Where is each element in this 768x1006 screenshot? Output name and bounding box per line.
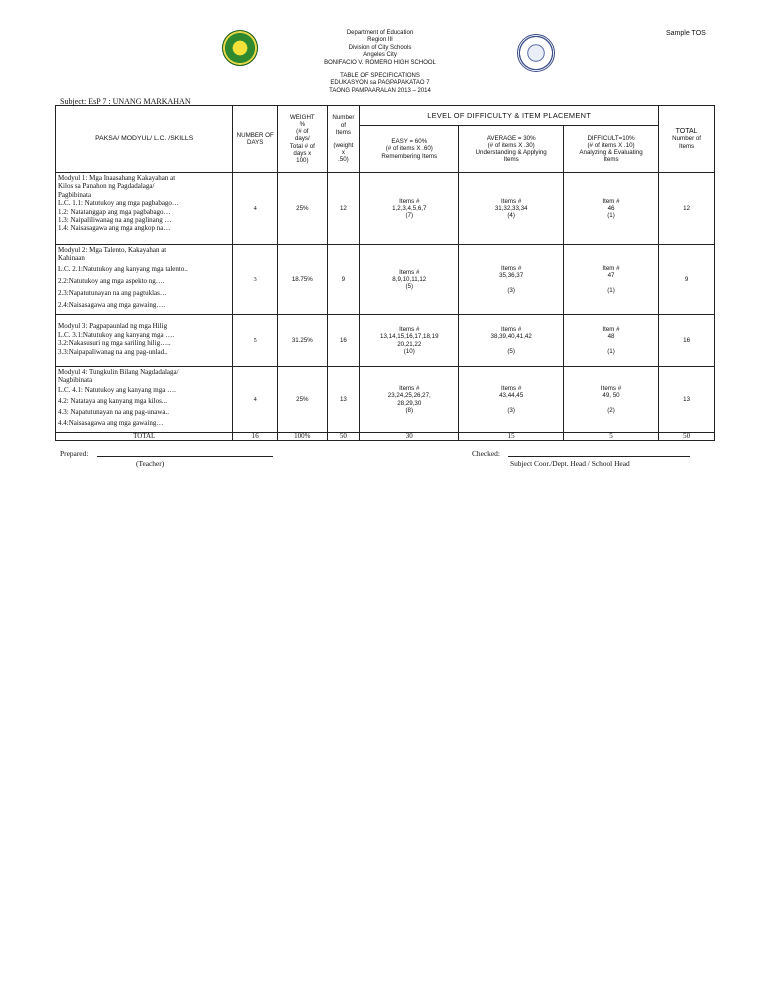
skills-cell	[56, 367, 233, 433]
header-weight-line: %	[299, 120, 306, 128]
weight-cell: 25%	[278, 367, 328, 433]
header-difficult-line: Items	[603, 156, 619, 164]
totals-weight: 100%	[278, 433, 328, 441]
difficult-line: Items #	[600, 385, 622, 393]
skill-line: 2.4:Naisasagawa ang mga gawaing….	[58, 300, 166, 309]
header-total-line: Number of	[672, 135, 702, 143]
average-line	[460, 400, 561, 407]
average-line: (3)	[507, 406, 515, 414]
header-weight-line: days/	[294, 135, 310, 143]
items-cell: 9	[327, 245, 359, 315]
skill-line: L.C. 3.1:Natutukoy ang kanyang mga ….	[58, 331, 175, 339]
skill-line: 3.3:Naipapaliwanag na ang pag-unlad..	[58, 347, 168, 356]
header-weight-line: Total # of	[289, 142, 315, 150]
header-line: Division of City Schools	[348, 44, 412, 51]
title-line: TAONG PAMPAARALAN 2013 – 2014	[329, 87, 431, 94]
average-line: Items #	[501, 197, 522, 205]
skill-line: Modyul 2: Mga Talento, Kakayahan at	[58, 246, 167, 254]
skill-line: Kahinaan	[58, 254, 85, 263]
header-weight-line: 100)	[296, 157, 309, 164]
easy-cell	[360, 367, 459, 433]
easy-cell	[360, 245, 459, 315]
subject-line: Subject: EsP 7 : UNANG MARKAHAN	[60, 97, 191, 106]
totals-easy: 30	[360, 433, 459, 441]
title-line: EDUKASYON sa PAGPAPAKATAO 7	[330, 80, 430, 87]
header-difficult-line: (# of items X .10)	[587, 141, 635, 149]
average-line: 35,36,37	[499, 272, 524, 280]
average-line: (5)	[507, 347, 515, 355]
header-easy-line: EASY = 60%	[391, 138, 428, 146]
difficult-line	[565, 341, 657, 348]
items-cell: 16	[327, 315, 359, 367]
average-line: Items #	[501, 385, 522, 393]
skill-line: 4.3: Napatutunayan na ang pag-unawa..	[58, 407, 169, 416]
skill-line: Modyul 3: Pagpapaunlad ng mga Hilig	[58, 322, 168, 330]
difficult-cell	[563, 245, 658, 315]
total-cell: 16	[659, 315, 715, 367]
difficult-line: Item #	[602, 197, 620, 205]
difficult-line: (2)	[607, 406, 615, 414]
header-items-line: Number	[332, 114, 355, 122]
table-row	[56, 245, 715, 315]
average-line: 43,44,45	[499, 392, 524, 400]
skills-cell	[56, 315, 233, 367]
checked-signature-line	[508, 456, 690, 457]
easy-line: (8)	[405, 406, 414, 414]
header-average-line: AVERAGE = 30%	[486, 134, 536, 142]
sample-label: Sample TOS	[666, 30, 706, 37]
header-items-line: x	[341, 149, 345, 157]
header-average-line: (# of items X .30)	[487, 141, 535, 149]
checked-label: Checked:	[472, 449, 500, 458]
average-line: (4)	[507, 212, 515, 220]
header-weight-line: WEIGHT	[289, 113, 315, 121]
skill-line: L.C. 2.1:Natutukoy ang kanyang mga talento..	[58, 264, 188, 273]
total-cell: 9	[659, 245, 715, 315]
header-easy-line: Remembering Items	[381, 152, 438, 160]
header-days: NUMBER OF DAYS	[233, 106, 278, 173]
easy-cell	[360, 173, 459, 245]
average-line: 31,32,33,34	[494, 204, 528, 212]
items-cell: 13	[327, 367, 359, 433]
skill-line: 4.4:Naisasagawa ang mga gawaing…	[58, 418, 164, 427]
header-difficult	[563, 126, 658, 173]
header-difficult-line: DIFFICULT=10%	[587, 134, 635, 142]
totals-days: 16	[233, 433, 278, 441]
skill-line: 3.2:Nakasusuri ng mga sariling hilig…..	[58, 339, 171, 348]
easy-line: (7)	[405, 212, 414, 220]
items-cell: 12	[327, 173, 359, 245]
skill-line: L.C. 1.1: Natutukoy ang mga pagbabago…	[58, 199, 179, 208]
difficult-line: 46	[607, 204, 615, 212]
header-items-line: of	[340, 121, 346, 129]
prepared-role: (Teacher)	[136, 459, 165, 468]
easy-line: Items #	[399, 385, 420, 393]
checked-role: Subject Coor./Dept. Head / School Head	[510, 459, 630, 468]
difficult-line: 47	[607, 272, 615, 280]
header-items-line: Items	[335, 128, 351, 136]
difficult-line: Item #	[602, 265, 620, 273]
header-line: Region III	[367, 37, 393, 44]
days-cell: 3	[233, 245, 278, 315]
average-line	[460, 341, 561, 348]
tos-table	[55, 105, 715, 441]
header-total-line: TOTAL	[675, 128, 698, 136]
easy-cell	[360, 315, 459, 367]
table-row	[56, 173, 715, 245]
days-cell: 4	[233, 367, 278, 433]
skill-line: 2.2:Natutukoy ang mga aspekto ng….	[58, 276, 165, 285]
difficult-cell	[563, 173, 658, 245]
easy-line: Items #	[399, 326, 420, 334]
header-line: Angeles City	[363, 52, 397, 59]
header-line: BONIFACIO V. ROMERO HIGH SCHOOL	[324, 59, 436, 66]
average-line: Items #	[501, 265, 522, 273]
header-difficult-line: Analyzing & Evaluating	[579, 149, 643, 156]
header-weight	[278, 106, 328, 173]
skill-line: 1.4: Naisasagawa ang mga angkop na…	[58, 224, 171, 233]
easy-line: Items #	[399, 197, 420, 205]
difficult-line: Item #	[602, 326, 620, 334]
easy-line: 13,14,15,16,17,18,19	[380, 333, 439, 341]
skill-line: 2.3:Napatutunayan na ang pagtuklas…	[58, 288, 167, 297]
header-easy-line: (# of items X .60)	[385, 145, 433, 153]
skill-line: 1.2: Natatanggap ang mga pagbabago…	[58, 207, 171, 216]
average-cell	[459, 315, 563, 367]
totals-average: 15	[459, 433, 563, 441]
average-line: Items #	[501, 326, 522, 334]
header-level: LEVEL OF DIFFICULTY & ITEM PLACEMENT	[360, 106, 659, 126]
header-items-line: .50)	[338, 156, 349, 164]
skill-line: Pagbibinata	[58, 190, 92, 199]
easy-line: 23,24,25,26,27,	[387, 392, 431, 400]
header-line: Department of Education	[346, 30, 414, 36]
average-line	[460, 280, 561, 287]
difficult-line	[565, 280, 657, 287]
skill-line: 1.3: Naipaliliwanag na ang paglinang …	[58, 216, 172, 225]
average-line: (3)	[507, 286, 515, 294]
document-header	[230, 30, 530, 95]
skill-line: 4.2: Natataya ang kanyang mga kilos...	[58, 396, 168, 405]
easy-line: 8,9,10,11,12	[392, 275, 427, 283]
header-average-line: Understanding & Applying	[475, 149, 547, 156]
weight-cell: 18.75%	[278, 245, 328, 315]
difficult-cell	[563, 367, 658, 433]
difficult-line: 48	[607, 333, 615, 341]
prepared-label: Prepared:	[60, 449, 89, 458]
header-weight-line: (# of	[296, 128, 309, 136]
difficult-line: (1)	[607, 286, 615, 294]
header-items	[327, 106, 359, 173]
difficult-line: (1)	[607, 212, 615, 220]
header-total-line: Items	[679, 142, 695, 150]
header-weight-line: days x	[293, 149, 312, 157]
difficult-line	[565, 400, 657, 407]
easy-line: (5)	[405, 283, 414, 291]
average-cell	[459, 367, 563, 433]
easy-line: (10)	[403, 347, 415, 355]
total-cell: 13	[659, 367, 715, 433]
skill-line: Kilos sa Panahon ng Pagdadalaga/	[58, 182, 155, 191]
table-row	[56, 367, 715, 433]
totals-total: 50	[659, 433, 715, 441]
title-line: TABLE OF SPECIFICATIONS	[340, 73, 420, 80]
skill-line: Modyul 4: Tungkulin Bilang Nagdadalaga/	[58, 368, 179, 376]
header-average	[459, 126, 563, 173]
weight-cell: 31.25%	[278, 315, 328, 367]
total-cell: 12	[659, 173, 715, 245]
totals-row	[56, 433, 715, 441]
days-cell: 4	[233, 173, 278, 245]
average-cell	[459, 173, 563, 245]
prepared-signature-line	[97, 456, 273, 457]
table-row	[56, 315, 715, 367]
header-total	[659, 106, 715, 173]
easy-line: 20,21,22	[397, 340, 422, 348]
weight-cell: 25%	[278, 173, 328, 245]
average-cell	[459, 245, 563, 315]
difficult-line: (1)	[607, 347, 615, 355]
days-cell: 5	[233, 315, 278, 367]
easy-line: 1,2,3,4,5,6,7	[392, 204, 427, 212]
header-items-line: (weight	[333, 142, 354, 149]
header-easy	[360, 126, 459, 173]
totals-items: 50	[327, 433, 359, 441]
header-skills: PAKSA/ MODYUL/ L.C. /SKILLS	[56, 106, 233, 173]
difficult-cell	[563, 315, 658, 367]
average-line: 38,39,40,41,42	[490, 333, 532, 341]
difficult-line: 49, 50	[602, 392, 620, 400]
easy-line: Items #	[399, 268, 420, 276]
header-average-line: Items	[503, 156, 519, 164]
skills-cell	[56, 173, 233, 245]
skill-line: Modyul 1: Mga Inaasahang Kakayahan at	[58, 174, 176, 182]
skill-line: L.C. 4.1: Natutukoy ang kanyang mga ….	[58, 385, 176, 394]
totals-label: TOTAL	[56, 433, 233, 441]
totals-difficult: 5	[563, 433, 658, 441]
skill-line: Nagbibinata	[58, 376, 93, 385]
skills-cell	[56, 245, 233, 315]
easy-line: 28,29,30	[397, 399, 422, 407]
